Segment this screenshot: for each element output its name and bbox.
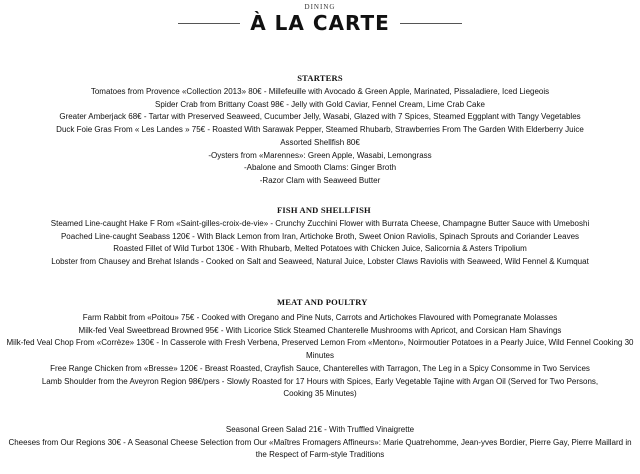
menu-item: Farm Rabbit from «Poitou» 75€ - Cooked with Oregano and Pine Nuts, Carrots and Artichokes Flavoured with Pomegranate Molasses	[82, 313, 558, 322]
page-title: À LA CARTE	[250, 11, 390, 35]
menu-item: Cheeses from Our Regions 30€ - A Seasonal Cheese Selection from Our «Maîtres Fromagers Affineurs»: Marie Quatrehomme, Jean-yves Bordier, Pierre Gay, Pierre Maillard in the Respect of Farm-style Traditions	[8, 437, 632, 460]
header-kicker: DINING	[304, 3, 336, 11]
title-rule-right	[400, 23, 462, 24]
section-fish	[0, 205, 640, 269]
menu-item: Tomatoes from Provence «Collection 2013» 80€ - Millefeuille with Avocado & Green Apple, Marinated, Pissaladiere, Iced Liegeois	[90, 87, 550, 96]
menu-item: Poached Line-caught Seabass 120€ - With Black Lemon from Iran, Artichoke Broth, Sweet Onion Raviolis, Spinach Sprouts and Coriander Leaves	[60, 231, 580, 241]
menu-item: Seasonal Green Salad 21€ - With Truffled Vinaigrette	[225, 425, 415, 434]
menu-item: -Razor Clam with Seaweed Butter	[259, 175, 381, 185]
section-meat	[0, 297, 640, 401]
section-title-starters: STARTERS	[297, 73, 343, 83]
section-title-meat: MEAT AND POULTRY	[277, 297, 368, 307]
section-title-fish: FISH AND SHELLFISH	[277, 205, 371, 215]
menu-item: Free Range Chicken from «Bresse» 120€ - Breast Roasted, Crayfish Sauce, Chanterelles with Tarragon, The Leg in a Spicy Consomme in Two Services	[50, 363, 590, 373]
menu-item: Milk-fed Veal Chop From «Corrèze» 130€ - In Casserole with Fresh Verbena, Preserved Lemon From «Menton», Noirmoutier Potatoes in a Pearly Juice, Wild Fennel Cooking 30 Minutes	[6, 338, 634, 361]
title-rule-left	[178, 23, 240, 24]
menu-item: Assorted Shellfish 80€	[280, 137, 360, 147]
menu-item: Spider Crab from Brittany Coast 98€ - Jelly with Gold Caviar, Fennel Cream, Lime Crab Cake	[155, 99, 485, 109]
menu-item: Greater Amberjack 68€ - Tartar with Preserved Seaweed, Cucumber Jelly, Wasabi, Glazed with 7 Spices, Steamed Eggplant with Tangy Vegetables	[59, 112, 581, 122]
menu-item: Steamed Line-caught Hake F Rom «Saint-gilles-croix-de-vie» - Crunchy Zucchini Flower with Burrata Cheese, Champagne Butter Sauce with Umeboshi	[50, 219, 590, 228]
section-starters	[0, 73, 640, 188]
menu-item: Lamb Shoulder from the Aveyron Region 98€/pers - Slowly Roasted for 17 Hours with Spices, Early Vegetable Tajine with Argan Oil (Served for Two Persons, Cooking 35 Minutes)	[41, 376, 599, 399]
menu-item: -Abalone and Smooth Clams: Ginger Broth	[243, 163, 397, 173]
menu-item: Milk-fed Veal Sweetbread Browned 95€ - With Licorice Stick Steamed Chanterelle Mushrooms with Apricot, and Corsican Ham Shavings	[78, 325, 562, 335]
title-row	[0, 11, 640, 35]
menu-item: -Oysters from «Marennes»: Green Apple, Wasabi, Lemongrass	[208, 150, 432, 160]
menu-item: Roasted Fillet of Wild Turbot 130€ - With Rhubarb, Melted Potatoes with Chicken Juice, Salicornia & Asters Tripolium	[113, 244, 527, 254]
section-salad-cheese	[0, 424, 640, 462]
menu-item: Lobster from Chausey and Brehat Islands - Cooked on Salt and Seaweed, Natural Juice, Lobster Claws Raviolis with Seaweed, Wild Fennel & Kumquat	[51, 257, 589, 267]
menu-item: Duck Foie Gras From « Les Landes » 75€ - Roasted With Sarawak Pepper, Steamed Rhubarb, Strawberries From The Garden With Elderberry Juice	[56, 125, 584, 135]
menu-header	[0, 0, 640, 35]
